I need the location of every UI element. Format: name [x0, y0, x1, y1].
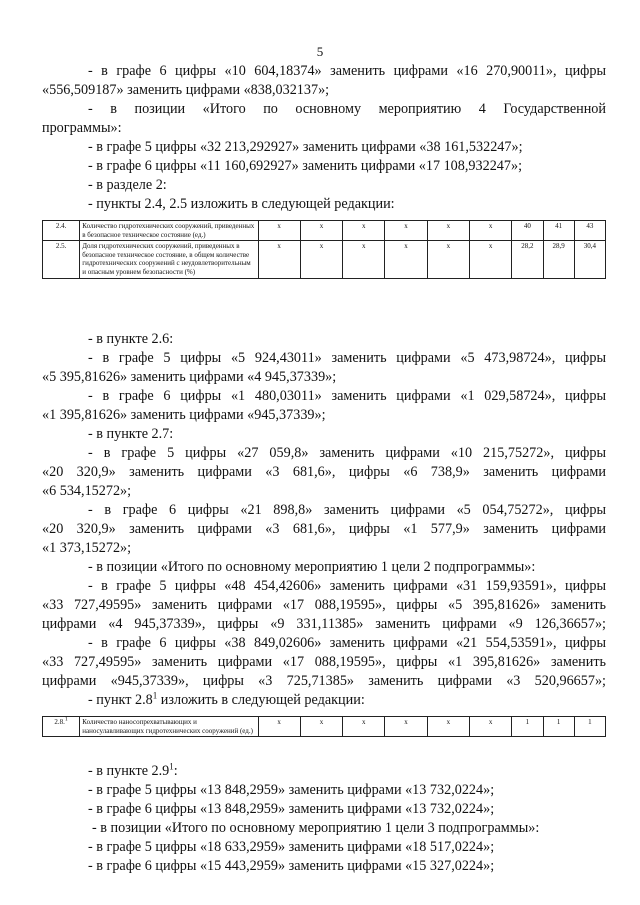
superscript: 1: [152, 690, 158, 701]
text-line: - в графе 6 цифры «11 160,692927» заменить цифрами «17 108,932247»;: [88, 158, 523, 174]
cell: x: [470, 717, 512, 737]
indicators-table-2-4-2-5: [42, 220, 606, 279]
text-line: «1 373,15272»;: [42, 540, 132, 556]
cell: x: [258, 221, 300, 241]
value-cell: 28,2: [512, 241, 543, 278]
text-line: - в графе 5 цифры «18 633,2959» заменить цифрами «18 517,0224»;: [88, 839, 495, 855]
text-line: «33 727,49595» заменить цифрами «17 088,19595», цифры «1 395,81626» заменить: [42, 654, 606, 670]
cell: x: [427, 717, 469, 737]
cell: x: [470, 221, 512, 241]
cell: x: [427, 221, 469, 241]
indicators-table-2-8-1: [42, 716, 606, 737]
cell: x: [343, 717, 385, 737]
value-cell: 41: [543, 221, 574, 241]
row-number: [43, 717, 80, 737]
text-line: цифрами «945,37339», цифры «3 725,71385» заменить цифрами «3 520,96657»;: [42, 673, 606, 689]
table-row: [43, 221, 606, 241]
text-line: «20 320,9» заменить цифрами «3 681,6», цифры «6 738,9» заменить цифрами: [42, 464, 606, 480]
text-line: - пункты 2.4, 2.5 изложить в следующей редакции:: [88, 196, 395, 212]
row-number: 2.5.: [43, 241, 80, 278]
text-fragment: изложить в следующей редакции:: [157, 692, 365, 708]
text-line: - в пункте 2.7:: [88, 426, 174, 442]
text-line: [88, 762, 178, 781]
cell: x: [300, 717, 342, 737]
text-line: «6 534,15272»;: [42, 483, 132, 499]
text-line: «1 395,81626» заменить цифрами «945,37339»;: [42, 407, 326, 423]
text-fragment: - пункт 2.8: [88, 692, 153, 708]
value-cell: 28,9: [543, 241, 574, 278]
value-cell: 1: [543, 717, 574, 737]
text-line: - в графе 5 цифры «32 213,292927» заменить цифрами «38 161,532247»;: [88, 139, 523, 155]
cell: x: [385, 717, 427, 737]
row-number: 2.4.: [43, 221, 80, 241]
superscript: 1: [169, 761, 174, 772]
text-line: - в графе 6 цифры «15 443,2959» заменить цифрами «15 327,0224»;: [88, 858, 495, 874]
value-cell: 30,4: [574, 241, 605, 278]
text-line: [88, 691, 365, 710]
text-line: - в графе 6 цифры «21 898,8» заменить цифрами «5 054,75272», цифры: [88, 502, 606, 518]
cell: x: [300, 221, 342, 241]
text-line: - в пункте 2.6:: [88, 331, 174, 347]
text-line: - в графе 6 цифры «10 604,18374» заменить цифрами «16 270,90011», цифры: [88, 63, 606, 79]
cell: x: [258, 717, 300, 737]
text-line: - в позиции «Итого по основному мероприятию 4 Государственной: [88, 101, 606, 117]
cell: x: [300, 241, 342, 278]
text-line: программы»:: [42, 120, 122, 136]
cell: x: [385, 241, 427, 278]
value-cell: 1: [512, 717, 543, 737]
text-fragment: :: [173, 763, 178, 779]
text-line: - в графе 5 цифры «5 924,43011» заменить цифрами «5 473,98724», цифры: [88, 350, 606, 366]
text-line: - в графе 5 цифры «13 848,2959» заменить цифрами «13 732,0224»;: [88, 782, 495, 798]
text-line: - в графе 5 цифры «27 059,8» заменить цифрами «10 215,75272», цифры: [88, 445, 606, 461]
row-description: Количество гидротехнических сооружений, приведенных в безопасное техническое состояние (ед.): [80, 221, 258, 241]
text-line: - в позиции «Итого по основному мероприятию 1 цели 3 подпрограммы»:: [92, 820, 540, 836]
value-cell: 40: [512, 221, 543, 241]
superscript: 1: [64, 716, 68, 723]
cell: x: [470, 241, 512, 278]
text-line: «20 320,9» заменить цифрами «3 681,6», цифры «1 577,9» заменить цифрами: [42, 521, 606, 537]
cell: x: [385, 221, 427, 241]
text-line: «33 727,49595» заменить цифрами «17 088,19595», цифры «5 395,81626» заменить: [42, 597, 606, 613]
text-line: - в графе 6 цифры «1 480,03011» заменить цифрами «1 029,58724», цифры: [88, 388, 606, 404]
table-row: [43, 241, 606, 278]
row-description: Количество наносопрехватывающих и наносулавливающих гидротехнических сооружений (ед.): [80, 717, 258, 737]
text-line: - в графе 6 цифры «13 848,2959» заменить цифрами «13 732,0224»;: [88, 801, 495, 817]
page-number: 5: [316, 44, 324, 59]
table-row: [43, 717, 606, 737]
value-cell: 1: [574, 717, 605, 737]
text-line: - в позиции «Итого по основному мероприятию 1 цели 2 подпрограммы»:: [88, 559, 536, 575]
text-fragment: 2.8.: [54, 718, 65, 726]
value-cell: 43: [574, 221, 605, 241]
cell: x: [427, 241, 469, 278]
text-line: - в разделе 2:: [88, 177, 167, 193]
text-line: - в графе 6 цифры «38 849,02606» заменить цифрами «21 554,53591», цифры: [88, 635, 606, 651]
cell: x: [343, 221, 385, 241]
text-line: «5 395,81626» заменить цифрами «4 945,37339»;: [42, 369, 337, 385]
row-description: Доля гидротехнических сооружений, приведенных в безопасное техническое состояние, в общем количестве гидротехнических сооружений с неудовлетворительным и опасным уровнем безопасности (%): [80, 241, 258, 278]
cell: x: [258, 241, 300, 278]
cell: x: [343, 241, 385, 278]
text-line: - в графе 5 цифры «48 454,42606» заменить цифрами «31 159,93591», цифры: [88, 578, 606, 594]
text-line: цифрами «4 945,37339», цифры «9 331,11385» заменить цифрами «9 126,36657»;: [42, 616, 606, 632]
text-line: «556,509187» заменить цифрами «838,032137»;: [42, 82, 330, 98]
text-fragment: - в пункте 2.9: [88, 763, 170, 779]
